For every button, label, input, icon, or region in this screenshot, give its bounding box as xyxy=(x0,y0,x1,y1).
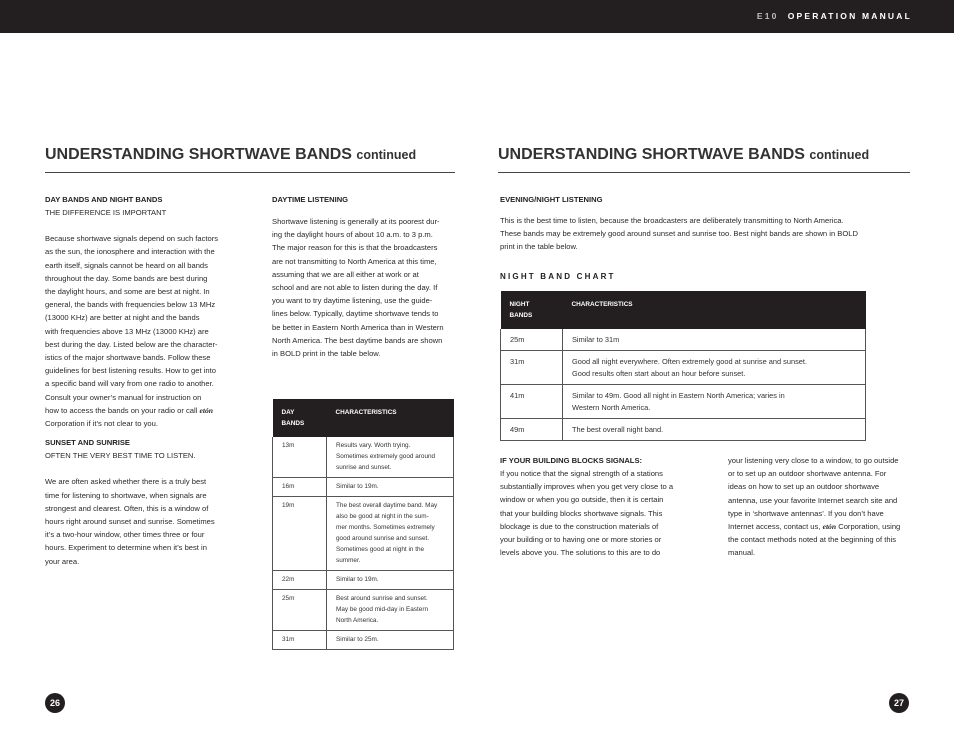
eton-logo: etón xyxy=(199,405,214,415)
cell-line: Sometimes good at night in the xyxy=(336,546,425,553)
col2-text xyxy=(272,193,457,360)
col1-line-after: Corporation if it’s not clear to you. xyxy=(45,419,158,429)
characteristics-cell xyxy=(563,351,866,385)
text-line: (13000 KHz) are better at night and the bands xyxy=(45,313,200,323)
night-table-header-char: CHARACTERISTICS xyxy=(563,291,866,329)
text-line: manual. xyxy=(728,548,756,558)
text-line: blockage is due to the construction materials of xyxy=(500,521,659,531)
left-heading-cont: continued xyxy=(356,148,417,162)
text-line: If you notice that the signal strength of a stations xyxy=(500,469,663,478)
cell-line: Good results often start about an hour before sunset. xyxy=(572,369,746,378)
night-chart-title: NIGHT BAND CHART xyxy=(500,272,616,281)
band-cell: 19m xyxy=(273,497,327,571)
text-line: substantially improves when you get very close to a xyxy=(500,482,674,492)
table-row xyxy=(273,631,454,650)
cell-line: Similar to 49m. Good all night in Eastern North America; varies in xyxy=(572,391,785,400)
text-line: it’s a two-hour window, other times three or four xyxy=(45,530,205,540)
characteristics-cell xyxy=(327,590,454,631)
text-line: lines below. Typically, daytime shortwave tends to xyxy=(272,309,439,319)
text-line: These bands may be extremely good around sunset and sunrise too. Best night bands are shown in BOLD xyxy=(500,229,858,239)
cell-line: Similar to 25m. xyxy=(336,636,379,643)
text-line: window or when you go outside, then it is certain xyxy=(500,495,664,505)
text-line: Shortwave listening is generally at its poorest dur- xyxy=(272,217,440,226)
col5-paragraph-end xyxy=(728,533,918,559)
text-line: guidelines for best listening results. How to get into xyxy=(45,366,216,376)
cell-line: Western North America. xyxy=(572,403,651,412)
text-line: your building or to having one or more stories or xyxy=(500,535,662,545)
band-cell: 25m xyxy=(273,590,327,631)
characteristics-cell xyxy=(563,385,866,419)
text-line: Because shortwave signals depend on such factors xyxy=(45,234,219,244)
characteristics-cell xyxy=(563,329,866,351)
col3-paragraph xyxy=(500,214,910,254)
manual-title: OPERATION MANUAL xyxy=(787,11,912,21)
cell-line: good around sunrise and sunset. xyxy=(336,535,430,542)
right-heading-cont: continued xyxy=(809,148,870,162)
cell-line: Similar to 19m. xyxy=(336,576,379,583)
characteristics-cell xyxy=(327,497,454,571)
left-heading-main: UNDERSTANDING SHORTWAVE BANDS xyxy=(45,146,352,163)
subhead-sunset-sub: OFTEN THE VERY BEST TIME TO LISTEN. xyxy=(45,451,196,461)
band-cell: 22m xyxy=(273,571,327,590)
col5-paragraph xyxy=(728,454,918,520)
text-line: or to set up an outdoor shortwave antenna. For xyxy=(728,469,887,479)
subhead-day-night-sub: THE DIFFERENCE IS IMPORTANT xyxy=(45,208,167,217)
eton-logo-2: etón xyxy=(822,522,837,532)
text-line: levels above you. The solutions to this are to do xyxy=(500,548,661,558)
table-row xyxy=(501,385,866,419)
subhead-evening: EVENING/NIGHT LISTENING xyxy=(500,195,603,204)
text-line: throughout the day. Some bands are best during xyxy=(45,273,208,283)
col4-text xyxy=(500,454,700,559)
table-row xyxy=(501,419,866,441)
cell-line: sunrise and sunset. xyxy=(336,464,392,471)
text-line: This is the best time to listen, because the broadcasters are deliberately transmitting to North America. xyxy=(500,216,844,225)
right-page-heading xyxy=(498,146,869,164)
subhead-sunset: SUNSET AND SUNRISE xyxy=(45,438,130,448)
eton-line xyxy=(45,404,235,417)
page-number-right: 27 xyxy=(889,693,909,713)
night-band-table xyxy=(500,291,866,441)
day-table-header-char: CHARACTERISTICS xyxy=(327,399,454,437)
page-number-left: 26 xyxy=(45,693,65,713)
band-cell: 25m xyxy=(501,329,563,351)
text-line: assuming that we are all either at work or at xyxy=(272,269,419,279)
text-line: best during the day. Listed below are the character- xyxy=(45,339,218,349)
col3-text xyxy=(500,193,910,254)
cell-line: Sometimes extremely good around xyxy=(336,453,436,460)
text-line: be better in Eastern North America than in Western xyxy=(272,322,444,332)
header-bar xyxy=(0,0,954,33)
table-row xyxy=(273,497,454,571)
col5-text xyxy=(728,454,918,560)
header-title xyxy=(757,11,912,21)
text-line: print in the table below. xyxy=(500,242,578,252)
text-line: hours. Experiment to determine when it’s best in xyxy=(45,543,207,553)
text-line: ing the daylight hours of about 10 a.m. to 3 p.m. xyxy=(272,230,433,240)
text-line: We are often asked whether there is a truly best xyxy=(45,477,207,487)
day-table-header-band: DAY BANDS xyxy=(273,399,327,437)
left-page-heading xyxy=(45,146,416,164)
cell-line: May be good mid-day in Eastern xyxy=(336,606,429,613)
cell-line: Best around sunrise and sunset. xyxy=(336,595,428,602)
model-name: E10 xyxy=(756,11,779,21)
characteristics-cell xyxy=(327,478,454,497)
text-line: antenna, use your favorite Internet search site and xyxy=(728,495,898,505)
eton-line-2-pre: Internet access, contact us, xyxy=(728,522,821,532)
text-line: you want to try daytime listening, use the guide- xyxy=(272,296,433,306)
cell-line: The best overall night band. xyxy=(572,425,664,434)
cell-line: also be good at night in the sum- xyxy=(336,513,429,520)
text-line: the daylight hours, and some are best at night. In xyxy=(45,287,210,297)
text-line: Consult your owner’s manual for instruction on xyxy=(45,392,202,402)
band-cell: 16m xyxy=(273,478,327,497)
subhead-day-night: DAY BANDS AND NIGHT BANDS xyxy=(45,195,163,204)
characteristics-cell xyxy=(563,419,866,441)
cell-line: Similar to 31m xyxy=(572,335,620,344)
col1-paragraph1 xyxy=(45,232,235,404)
band-cell: 41m xyxy=(501,385,563,419)
text-line: your area. xyxy=(45,556,80,566)
day-band-table xyxy=(272,399,454,650)
table-row xyxy=(273,590,454,631)
text-line: in BOLD print in the table below. xyxy=(272,349,381,359)
table-row xyxy=(273,478,454,497)
night-table-header-band: NIGHT BANDS xyxy=(501,291,563,329)
text-line: the contact methods noted at the beginning of this xyxy=(728,535,897,545)
col1-paragraph2 xyxy=(45,475,235,567)
band-cell: 31m xyxy=(273,631,327,650)
col4-paragraph xyxy=(500,467,700,559)
cell-line: Good all night everywhere. Often extremely good at sunrise and sunset. xyxy=(572,357,807,366)
band-cell: 31m xyxy=(501,351,563,385)
col2-paragraph xyxy=(272,215,457,360)
text-line: general, the bands with frequencies below 13 MHz xyxy=(45,300,216,310)
text-line: as the sun, the ionosphere and interaction with the xyxy=(45,247,215,257)
text-line: North America. The best daytime bands are shown xyxy=(272,335,443,345)
table-row xyxy=(273,571,454,590)
subhead-daytime: DAYTIME LISTENING xyxy=(272,195,349,204)
text-line: are not transmitting to North America at this time, xyxy=(272,256,437,266)
table-row xyxy=(501,351,866,385)
text-line: hours right around sunset and sunrise. Sometimes xyxy=(45,517,215,527)
text-line: earth itself, signals cannot be heard on all bands xyxy=(45,260,208,270)
text-line: ideas on how to set up an outdoor shortwave xyxy=(728,482,880,492)
text-line: your listening very close to a window, to go outside xyxy=(728,456,899,465)
band-cell: 49m xyxy=(501,419,563,441)
text-line: strongest and clearest. Often, this is a window of xyxy=(45,503,209,513)
cell-line: Similar to 19m. xyxy=(336,483,379,490)
table-row xyxy=(501,329,866,351)
eton-line-text: how to access the bands on your radio or call xyxy=(45,405,198,415)
right-heading-main: UNDERSTANDING SHORTWAVE BANDS xyxy=(498,146,805,163)
characteristics-cell xyxy=(327,437,454,478)
text-line: a specific band will vary from one radio to another. xyxy=(45,379,214,389)
eton-line-2 xyxy=(728,520,918,533)
cell-line: The best overall daytime band. May xyxy=(336,502,438,509)
table-row xyxy=(273,437,454,478)
left-heading-rule xyxy=(45,172,455,173)
eton-line-2-post: Corporation, using xyxy=(838,522,901,532)
characteristics-cell xyxy=(327,631,454,650)
text-line: type in ‘shortwave antennas’. If you don’t have xyxy=(728,508,884,518)
cell-line: summer. xyxy=(336,557,361,564)
band-cell: 13m xyxy=(273,437,327,478)
text-line: The major reason for this is that the broadcasters xyxy=(272,243,438,253)
cell-line: Results vary. Worth trying. xyxy=(336,442,411,449)
col1-text xyxy=(45,193,235,568)
cell-line: mer months. Sometimes extremely xyxy=(336,524,435,531)
text-line: school and are not able to listen during the day. If xyxy=(272,283,438,293)
characteristics-cell xyxy=(327,571,454,590)
cell-line: North America. xyxy=(336,617,379,624)
text-line: that your building blocks shortwave signals. This xyxy=(500,508,663,518)
right-heading-rule xyxy=(498,172,910,173)
text-line: istics of the major shortwave bands. Follow these xyxy=(45,353,211,363)
text-line: time for listening to shortwave, when signals are xyxy=(45,490,207,500)
text-line: with frequencies above 13 MHz (13000 KHz) are xyxy=(45,326,209,336)
subhead-building: IF YOUR BUILDING BLOCKS SIGNALS: xyxy=(500,456,643,465)
